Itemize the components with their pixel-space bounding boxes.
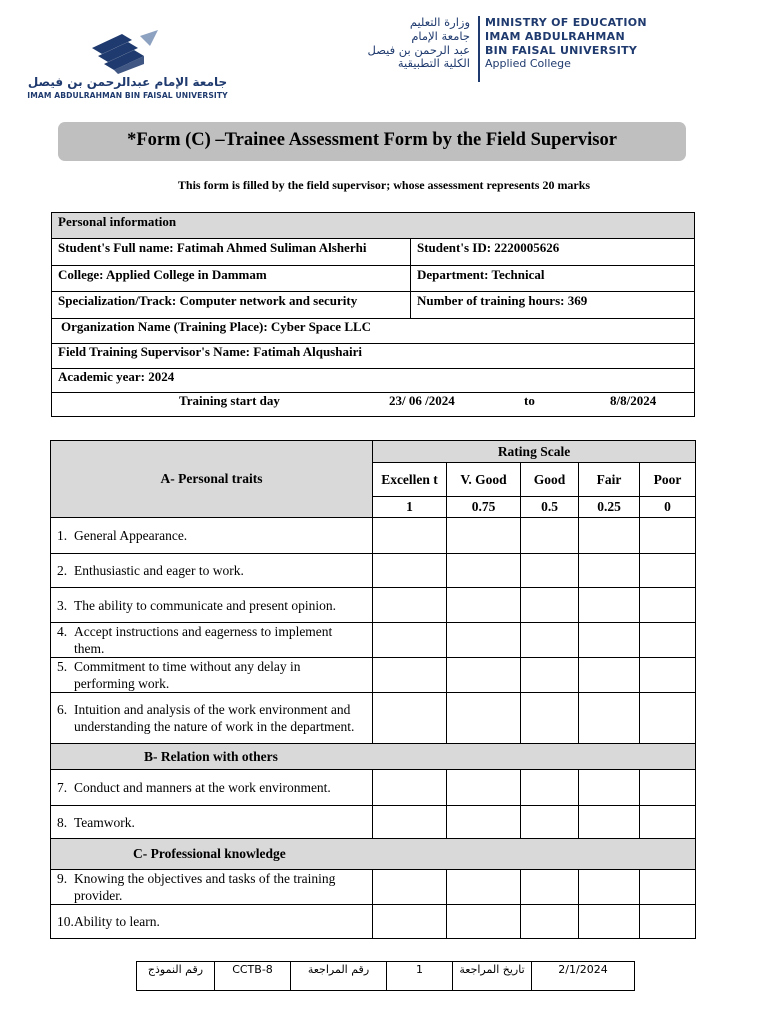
table-row: [51, 870, 696, 905]
training-dates-row: [52, 393, 694, 416]
rating-cell[interactable]: [373, 623, 447, 658]
item-number: 10.: [57, 914, 74, 929]
ministry-en-line: MINISTRY OF EDUCATION: [485, 16, 647, 29]
item-number: 7.: [57, 780, 68, 795]
scale-value: 0.75: [447, 497, 521, 518]
department: Department: Technical: [417, 267, 545, 282]
item-number: 8.: [57, 814, 68, 830]
section-a-heading: A- Personal traits: [51, 441, 373, 518]
assessment-item: [51, 518, 373, 554]
rating-cell[interactable]: [579, 870, 640, 905]
rating-cell[interactable]: [447, 693, 521, 744]
rating-cell[interactable]: [373, 554, 447, 588]
form-title: *Form (C) –Trainee Assessment Form by the Field Supervisor: [127, 130, 617, 150]
assessment-item: [51, 870, 373, 905]
rating-cell[interactable]: [521, 905, 579, 939]
form-number-label: رقم النموذج: [137, 962, 215, 991]
revision-number: 1: [387, 962, 453, 991]
ministry-en-line: IMAM ABDULRAHMAN: [485, 29, 625, 43]
personal-info-heading: Personal information: [58, 214, 177, 229]
assessment-item: [51, 806, 373, 839]
rating-cell[interactable]: [579, 588, 640, 623]
table-row: [51, 518, 696, 554]
assessment-item: [51, 770, 373, 806]
assessment-item: [51, 693, 373, 744]
table-row: [52, 369, 694, 393]
rating-cell[interactable]: [579, 905, 640, 939]
rating-cell[interactable]: [579, 623, 640, 658]
rating-cell[interactable]: [447, 806, 521, 839]
rating-table: [50, 440, 696, 939]
ministry-ar-line: عبد الرحمن بن فيصل: [367, 42, 470, 57]
rating-cell[interactable]: [521, 623, 579, 658]
item-number: 2.: [57, 563, 68, 578]
section-c-row: [51, 839, 696, 870]
rating-scale-heading: Rating Scale: [373, 441, 696, 463]
table-row: [51, 905, 696, 939]
rating-cell[interactable]: [521, 806, 579, 839]
training-start-label: Training start day: [179, 393, 280, 408]
rating-cell[interactable]: [640, 693, 696, 744]
rating-cell[interactable]: [373, 518, 447, 554]
table-row: [51, 770, 696, 806]
item-text: Accept instructions and eagerness to implement them.: [74, 624, 333, 656]
table-row: [51, 554, 696, 588]
rating-cell[interactable]: [640, 554, 696, 588]
scale-value: 0.5: [521, 497, 579, 518]
ministry-ar-line: الكلية التطبيقية: [397, 56, 470, 71]
rating-cell[interactable]: [521, 518, 579, 554]
rating-cell[interactable]: [579, 770, 640, 806]
student-full-name: Student's Full name: Fatimah Ahmed Suliman Alsherhi: [58, 240, 367, 255]
rating-cell[interactable]: [373, 905, 447, 939]
scale-value: 1: [373, 497, 447, 518]
field-supervisor-name: Field Training Supervisor's Name: Fatimah Alqushairi: [58, 344, 362, 359]
rating-cell[interactable]: [521, 693, 579, 744]
table-row: [51, 693, 696, 744]
organization-name: Organization Name (Training Place): Cyber Space LLC: [61, 319, 372, 334]
rating-cell[interactable]: [521, 870, 579, 905]
ministry-ar-line: جامعة الإمام: [411, 28, 470, 43]
item-text: Teamwork.: [74, 814, 135, 830]
logo-arabic-name: جامعة الإمام عبدالرحمن بن فيصل: [27, 75, 228, 89]
item-number: 6.: [57, 702, 68, 717]
item-text: Knowing the objectives and tasks of the training provider.: [74, 871, 336, 903]
item-number: 5.: [57, 659, 68, 674]
rating-cell[interactable]: [579, 554, 640, 588]
rating-cell[interactable]: [373, 693, 447, 744]
rating-cell[interactable]: [373, 806, 447, 839]
rating-cell[interactable]: [521, 588, 579, 623]
rating-cell[interactable]: [640, 905, 696, 939]
rating-cell[interactable]: [521, 770, 579, 806]
rating-cell[interactable]: [579, 518, 640, 554]
assessment-item: [51, 623, 373, 658]
item-text: Conduct and manners at the work environment.: [74, 780, 331, 795]
table-row: [52, 239, 694, 266]
training-end-date: 8/8/2024: [610, 393, 657, 408]
item-text: Ability to learn.: [74, 914, 160, 929]
rating-cell[interactable]: [640, 518, 696, 554]
rating-cell[interactable]: [447, 518, 521, 554]
to-label: to: [524, 393, 535, 408]
rating-cell[interactable]: [521, 658, 579, 693]
revision-date-label: تاريخ المراجعة: [453, 962, 532, 991]
rating-cell[interactable]: [447, 658, 521, 693]
section-c-heading: C- Professional knowledge: [51, 839, 696, 870]
rating-cell[interactable]: [373, 870, 447, 905]
ministry-english-block: [485, 16, 647, 71]
section-b-row: [51, 744, 696, 770]
specialization: Specialization/Track: Computer network and security: [58, 293, 358, 308]
training-start-date: 23/ 06 /2024: [389, 393, 455, 408]
rating-cell[interactable]: [640, 588, 696, 623]
rating-cell[interactable]: [521, 554, 579, 588]
academic-year: Academic year: 2024: [58, 369, 175, 384]
rating-cell[interactable]: [373, 770, 447, 806]
item-number: 1.: [57, 528, 68, 543]
item-number: 9.: [57, 871, 68, 886]
rating-cell[interactable]: [447, 905, 521, 939]
rating-cell[interactable]: [640, 658, 696, 693]
item-text: Enthusiastic and eager to work.: [74, 563, 244, 578]
ministry-ar-line: وزارة التعليم: [409, 15, 470, 29]
student-id: Student's ID: 2220005626: [417, 240, 560, 255]
header-divider: [478, 16, 480, 82]
scale-label: Good: [521, 463, 579, 497]
rating-cell[interactable]: [447, 623, 521, 658]
scale-value: 0: [640, 497, 696, 518]
document-footer-table: [136, 961, 635, 991]
personal-info-heading-row: [52, 213, 694, 239]
table-row: [51, 658, 696, 693]
item-number: 4.: [57, 624, 68, 639]
revision-number-label: رقم المراجعة: [291, 962, 387, 991]
rating-cell[interactable]: [640, 623, 696, 658]
college: College: Applied College in Dammam: [58, 267, 267, 282]
scale-label: Poor: [640, 463, 696, 497]
university-logo: [20, 28, 235, 104]
rating-cell[interactable]: [373, 588, 447, 623]
item-text: Commitment to time without any delay in performing work.: [74, 659, 301, 691]
rating-cell[interactable]: [373, 658, 447, 693]
item-text: General Appearance.: [74, 528, 188, 543]
scale-label: Fair: [579, 463, 640, 497]
form-number: CCTB-8: [215, 962, 291, 991]
table-row: [51, 806, 696, 839]
table-row: [52, 344, 694, 369]
rating-cell[interactable]: [447, 554, 521, 588]
table-row: [51, 588, 696, 623]
scale-value: 0.25: [579, 497, 640, 518]
ministry-arabic-block: [368, 16, 471, 71]
university-emblem-icon: [88, 28, 160, 74]
assessment-item: [51, 905, 373, 939]
table-row: [52, 292, 694, 319]
table-row: [52, 266, 694, 292]
logo-english-name: IMAM ABDULRAHMAN BIN FAISAL UNIVERSITY: [27, 91, 228, 100]
rating-cell[interactable]: [640, 806, 696, 839]
item-text: Intuition and analysis of the work environment and understanding the nature of work in the department.: [74, 702, 355, 734]
ministry-en-line: BIN FAISAL UNIVERSITY: [485, 43, 638, 57]
scale-label: V. Good: [447, 463, 521, 497]
assessment-item: [51, 658, 373, 693]
revision-date: 2/1/2024: [532, 962, 635, 991]
rating-cell[interactable]: [447, 870, 521, 905]
rating-cell[interactable]: [579, 806, 640, 839]
item-text: The ability to communicate and present opinion.: [74, 597, 337, 613]
rating-cell[interactable]: [579, 658, 640, 693]
form-title-box: [58, 122, 686, 161]
ministry-en-line: Applied College: [485, 57, 571, 71]
training-hours: Number of training hours: 369: [417, 293, 588, 308]
rating-cell[interactable]: [640, 770, 696, 806]
assessment-item: [51, 554, 373, 588]
scale-label: Excellen t: [373, 463, 447, 497]
table-row: [52, 319, 694, 344]
assessment-item: [51, 588, 373, 623]
item-number: 3.: [57, 597, 68, 613]
table-row: [51, 623, 696, 658]
personal-info-table: [51, 212, 695, 417]
section-b-heading: B- Relation with others: [51, 744, 696, 770]
rating-cell[interactable]: [447, 588, 521, 623]
rating-cell[interactable]: [579, 693, 640, 744]
rating-cell[interactable]: [640, 870, 696, 905]
rating-cell[interactable]: [447, 770, 521, 806]
form-intro: This form is filled by the field supervisor; whose assessment represents 20 marks: [177, 178, 591, 192]
